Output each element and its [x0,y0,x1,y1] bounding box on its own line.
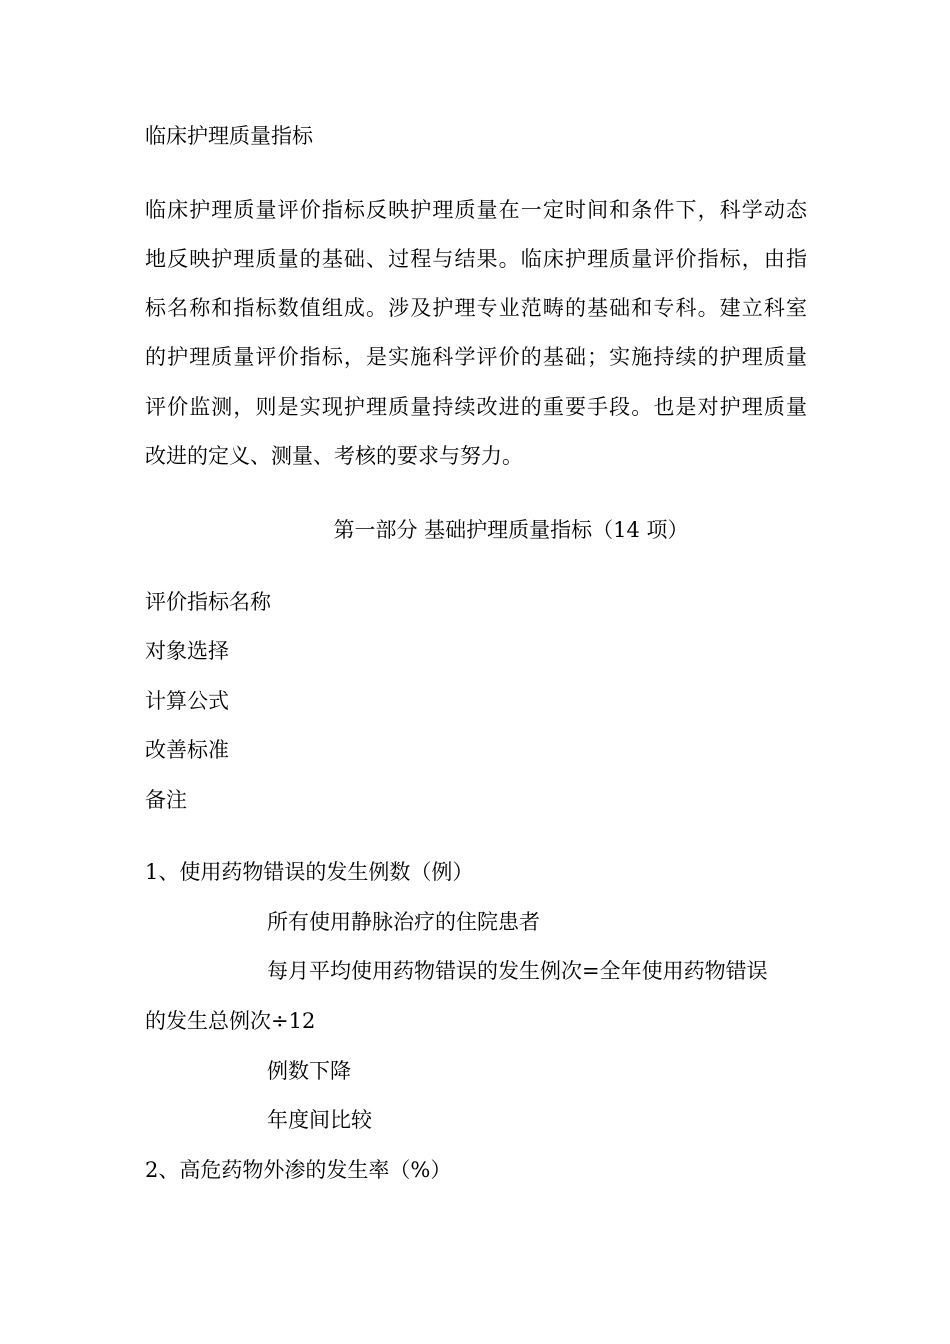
document-title: 临床护理质量指标 [145,124,313,148]
field-label-subject: 对象选择 [145,639,229,663]
item-1-subject: 所有使用静脉治疗的住院患者 [267,910,540,934]
section-heading: 第一部分 基础护理质量指标（14 项） [333,518,689,542]
field-label-formula: 计算公式 [145,689,229,713]
intro-line-3: 标名称和指标数值组成。涉及护理专业范畴的基础和专科。建立科室 [145,296,807,320]
intro-line-6: 改进的定义、测量、考核的要求与努力。 [145,444,523,468]
intro-line-1: 临床护理质量评价指标反映护理质量在一定时间和条件下，科学动态 [145,198,807,222]
field-label-name: 评价指标名称 [145,590,271,614]
item-1-standard: 例数下降 [267,1059,351,1083]
intro-line-2: 地反映护理质量的基础、过程与结果。临床护理质量评价指标，由指 [145,247,807,271]
item-1-note: 年度间比较 [267,1108,372,1132]
item-1-name: 1、使用药物错误的发生例数（例） [145,860,474,884]
item-1-formula-line-1: 每月平均使用药物错误的发生例次=全年使用药物错误 [267,959,768,983]
item-1-formula-line-2: 的发生总例次÷12 [145,1009,316,1033]
item-2-name: 2、高危药物外渗的发生率（%） [145,1158,452,1182]
field-label-note: 备注 [145,788,187,812]
intro-line-5: 评价监测，则是实现护理质量持续改进的重要手段。也是对护理质量 [145,395,807,419]
intro-line-4: 的护理质量评价指标，是实施科学评价的基础；实施持续的护理质量 [145,345,807,369]
field-label-standard: 改善标准 [145,738,229,762]
